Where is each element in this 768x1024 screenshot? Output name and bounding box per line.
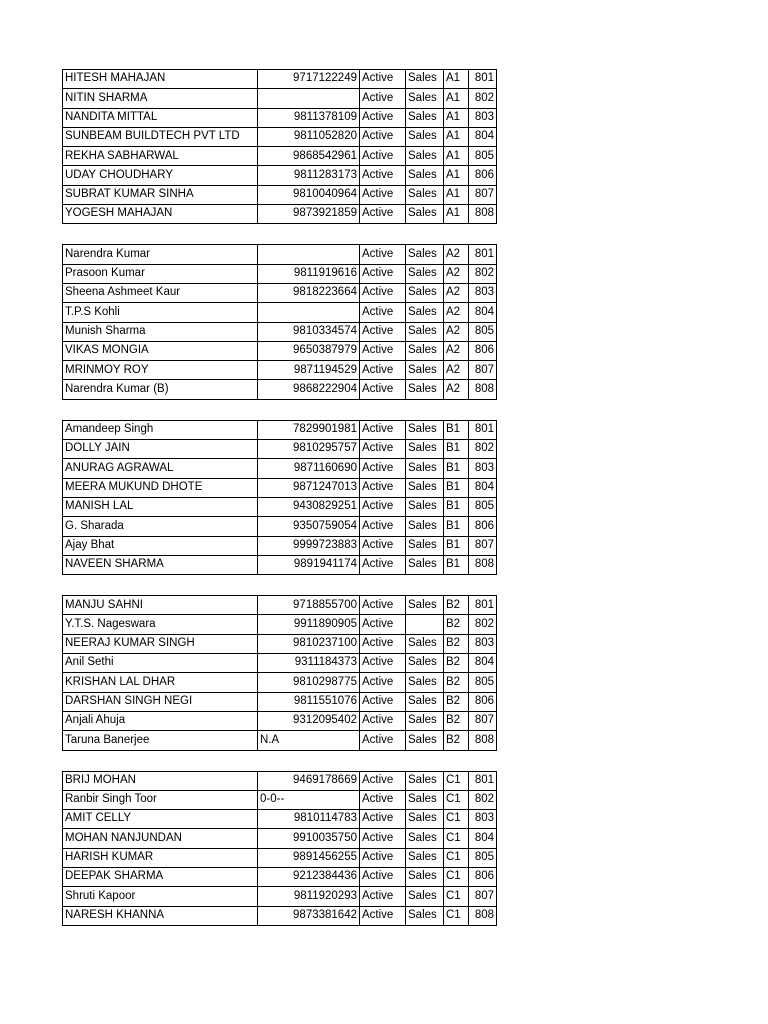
cell-unit[interactable]: B2 — [444, 711, 469, 730]
cell-phone[interactable]: 9810237100 — [258, 634, 360, 653]
cell-status[interactable]: Active — [360, 264, 406, 283]
cell-name[interactable]: MOHAN NANJUNDAN — [63, 829, 258, 848]
cell-phone[interactable]: 9350759054 — [258, 517, 360, 536]
cell-flat[interactable]: 802 — [469, 790, 497, 809]
table-row — [63, 596, 497, 615]
cell-name[interactable]: UDAY CHOUDHARY — [63, 166, 258, 185]
table-row — [63, 615, 497, 634]
cell-name[interactable]: Y.T.S. Nageswara — [63, 615, 258, 634]
record-table — [62, 771, 497, 926]
cell-flat[interactable]: 806 — [469, 692, 497, 711]
cell-flat[interactable]: 807 — [469, 536, 497, 555]
cell-flat[interactable]: 801 — [469, 245, 497, 264]
cell-name[interactable]: NARESH KHANNA — [63, 906, 258, 925]
cell-status[interactable]: Active — [360, 440, 406, 459]
cell-unit[interactable]: C1 — [444, 906, 469, 925]
cell-phone[interactable]: 9469178669 — [258, 771, 360, 790]
cell-dept[interactable]: Sales — [406, 596, 444, 615]
table-row — [63, 790, 497, 809]
cell-dept[interactable]: Sales — [406, 692, 444, 711]
cell-flat[interactable]: 801 — [469, 596, 497, 615]
cell-flat[interactable]: 805 — [469, 848, 497, 867]
cell-status[interactable]: Active — [360, 147, 406, 166]
cell-flat[interactable]: 808 — [469, 205, 497, 224]
cell-dept[interactable]: Sales — [406, 790, 444, 809]
cell-name[interactable]: DOLLY JAIN — [63, 440, 258, 459]
cell-unit[interactable]: B1 — [444, 440, 469, 459]
cell-flat[interactable]: 803 — [469, 459, 497, 478]
cell-name[interactable]: Sheena Ashmeet Kaur — [63, 283, 258, 302]
cell-dept[interactable]: Sales — [406, 420, 444, 439]
cell-flat[interactable]: 805 — [469, 147, 497, 166]
table-row — [63, 692, 497, 711]
cell-name[interactable]: Amandeep Singh — [63, 420, 258, 439]
table-row — [63, 887, 497, 906]
cell-dept[interactable]: Sales — [406, 322, 444, 341]
record-table — [62, 420, 497, 575]
cell-status[interactable]: Active — [360, 108, 406, 127]
cell-unit[interactable]: C1 — [444, 887, 469, 906]
cell-name[interactable]: HARISH KUMAR — [63, 848, 258, 867]
cell-status[interactable]: Active — [360, 497, 406, 516]
cell-status[interactable]: Active — [360, 459, 406, 478]
cell-dept[interactable]: Sales — [406, 70, 444, 89]
cell-dept[interactable]: Sales — [406, 127, 444, 146]
cell-dept[interactable]: Sales — [406, 478, 444, 497]
cell-name[interactable]: MANISH LAL — [63, 497, 258, 516]
cell-name[interactable]: KRISHAN LAL DHAR — [63, 673, 258, 692]
cell-status[interactable]: Active — [360, 615, 406, 634]
cell-name[interactable]: NAVEEN SHARMA — [63, 555, 258, 574]
cell-phone[interactable]: 9311184373 — [258, 654, 360, 673]
table-row — [63, 127, 497, 146]
cell-status[interactable]: Active — [360, 654, 406, 673]
table-row — [63, 245, 497, 264]
cell-status[interactable]: Active — [360, 245, 406, 264]
cell-flat[interactable]: 801 — [469, 771, 497, 790]
cell-status[interactable]: Active — [360, 596, 406, 615]
table-row — [63, 166, 497, 185]
cell-dept[interactable]: Sales — [406, 147, 444, 166]
cell-phone[interactable]: 9810298775 — [258, 673, 360, 692]
cell-unit[interactable]: A1 — [444, 205, 469, 224]
cell-dept[interactable]: Sales — [406, 887, 444, 906]
table-row — [63, 771, 497, 790]
cell-dept[interactable]: Sales — [406, 459, 444, 478]
cell-phone[interactable]: 9811378109 — [258, 108, 360, 127]
cell-phone[interactable] — [258, 89, 360, 108]
cell-name[interactable]: Ajay Bhat — [63, 536, 258, 555]
cell-status[interactable]: Active — [360, 478, 406, 497]
cell-phone[interactable]: 9650387979 — [258, 341, 360, 360]
table-row — [63, 70, 497, 89]
cell-dept[interactable]: Sales — [406, 341, 444, 360]
cell-unit[interactable]: A2 — [444, 361, 469, 380]
cell-dept[interactable]: Sales — [406, 711, 444, 730]
cell-status[interactable]: Active — [360, 887, 406, 906]
cell-phone[interactable]: 9212384436 — [258, 867, 360, 886]
cell-name[interactable]: Narendra Kumar (B) — [63, 380, 258, 399]
cell-flat[interactable]: 803 — [469, 283, 497, 302]
cell-phone[interactable]: 9811283173 — [258, 166, 360, 185]
table-row — [63, 185, 497, 204]
cell-name[interactable]: NANDITA MITTAL — [63, 108, 258, 127]
cell-status[interactable]: Active — [360, 673, 406, 692]
cell-flat[interactable]: 807 — [469, 361, 497, 380]
cell-phone[interactable]: 9818223664 — [258, 283, 360, 302]
cell-dept[interactable]: Sales — [406, 361, 444, 380]
cell-name[interactable]: SUNBEAM BUILDTECH PVT LTD — [63, 127, 258, 146]
cell-dept[interactable]: Sales — [406, 867, 444, 886]
cell-phone[interactable]: 9811919616 — [258, 264, 360, 283]
cell-unit[interactable]: C1 — [444, 829, 469, 848]
cell-status[interactable]: Active — [360, 361, 406, 380]
table-row — [63, 459, 497, 478]
cell-status[interactable]: Active — [360, 906, 406, 925]
cell-dept[interactable]: Sales — [406, 536, 444, 555]
cell-status[interactable]: Active — [360, 303, 406, 322]
cell-phone[interactable]: 9312095402 — [258, 711, 360, 730]
cell-flat[interactable]: 806 — [469, 166, 497, 185]
cell-dept[interactable]: Sales — [406, 771, 444, 790]
cell-name[interactable]: NEERAJ KUMAR SINGH — [63, 634, 258, 653]
table-row — [63, 283, 497, 302]
cell-flat[interactable]: 803 — [469, 108, 497, 127]
cell-flat[interactable]: 802 — [469, 440, 497, 459]
table-row — [63, 634, 497, 653]
cell-unit[interactable]: C1 — [444, 848, 469, 867]
cell-status[interactable]: Active — [360, 848, 406, 867]
cell-flat[interactable]: 808 — [469, 380, 497, 399]
cell-phone[interactable]: 9910035750 — [258, 829, 360, 848]
cell-status[interactable]: Active — [360, 166, 406, 185]
cell-dept[interactable]: Sales — [406, 673, 444, 692]
cell-flat[interactable]: 806 — [469, 517, 497, 536]
spreadsheet — [62, 69, 496, 926]
cell-flat[interactable]: 804 — [469, 478, 497, 497]
table-row — [63, 205, 497, 224]
cell-dept[interactable]: Sales — [406, 108, 444, 127]
cell-name[interactable]: BRIJ MOHAN — [63, 771, 258, 790]
cell-phone[interactable]: 9810295757 — [258, 440, 360, 459]
cell-unit[interactable]: C1 — [444, 771, 469, 790]
cell-dept[interactable]: Sales — [406, 283, 444, 302]
cell-dept[interactable]: Sales — [406, 166, 444, 185]
cell-dept[interactable]: Sales — [406, 848, 444, 867]
cell-unit[interactable]: A1 — [444, 70, 469, 89]
cell-unit[interactable]: B2 — [444, 634, 469, 653]
cell-name[interactable]: Munish Sharma — [63, 322, 258, 341]
cell-phone[interactable]: N.A — [258, 731, 360, 750]
cell-phone[interactable]: 9430829251 — [258, 497, 360, 516]
table-row — [63, 654, 497, 673]
table-row — [63, 536, 497, 555]
cell-unit[interactable]: B2 — [444, 615, 469, 634]
cell-flat[interactable]: 803 — [469, 810, 497, 829]
cell-name[interactable]: Anil Sethi — [63, 654, 258, 673]
cell-status[interactable]: Active — [360, 810, 406, 829]
cell-phone[interactable]: 9873921859 — [258, 205, 360, 224]
cell-unit[interactable]: B2 — [444, 596, 469, 615]
cell-name[interactable]: G. Sharada — [63, 517, 258, 536]
cell-phone[interactable]: 9810040964 — [258, 185, 360, 204]
cell-status[interactable]: Active — [360, 205, 406, 224]
cell-phone[interactable] — [258, 303, 360, 322]
cell-name[interactable]: MANJU SAHNI — [63, 596, 258, 615]
table-row — [63, 906, 497, 925]
cell-unit[interactable]: A1 — [444, 185, 469, 204]
cell-unit[interactable]: B1 — [444, 420, 469, 439]
cell-name[interactable]: SUBRAT KUMAR SINHA — [63, 185, 258, 204]
cell-name[interactable]: MEERA MUKUND DHOTE — [63, 478, 258, 497]
cell-status[interactable]: Active — [360, 731, 406, 750]
cell-unit[interactable]: B1 — [444, 497, 469, 516]
cell-unit[interactable]: B2 — [444, 673, 469, 692]
cell-name[interactable]: DEEPAK SHARMA — [63, 867, 258, 886]
cell-unit[interactable]: B2 — [444, 654, 469, 673]
cell-unit[interactable]: C1 — [444, 790, 469, 809]
cell-flat[interactable]: 807 — [469, 185, 497, 204]
table-row — [63, 440, 497, 459]
table-row — [63, 673, 497, 692]
cell-flat[interactable]: 804 — [469, 829, 497, 848]
cell-phone[interactable]: 7829901981 — [258, 420, 360, 439]
table-row — [63, 555, 497, 574]
table-row — [63, 322, 497, 341]
cell-status[interactable]: Active — [360, 70, 406, 89]
cell-unit[interactable]: A1 — [444, 127, 469, 146]
cell-flat[interactable]: 807 — [469, 887, 497, 906]
cell-flat[interactable]: 808 — [469, 906, 497, 925]
cell-status[interactable]: Active — [360, 771, 406, 790]
cell-status[interactable]: Active — [360, 341, 406, 360]
cell-name[interactable]: Anjali Ahuja — [63, 711, 258, 730]
cell-dept[interactable]: Sales — [406, 205, 444, 224]
cell-name[interactable]: VIKAS MONGIA — [63, 341, 258, 360]
cell-phone[interactable]: 9873381642 — [258, 906, 360, 925]
cell-flat[interactable]: 808 — [469, 555, 497, 574]
cell-phone[interactable]: 9891456255 — [258, 848, 360, 867]
cell-dept[interactable]: Sales — [406, 264, 444, 283]
cell-unit[interactable]: C1 — [444, 810, 469, 829]
cell-unit[interactable]: B1 — [444, 517, 469, 536]
cell-name[interactable]: Shruti Kapoor — [63, 887, 258, 906]
table-row — [63, 867, 497, 886]
cell-status[interactable]: Active — [360, 692, 406, 711]
cell-dept[interactable]: Sales — [406, 497, 444, 516]
table-row — [63, 361, 497, 380]
cell-status[interactable]: Active — [360, 867, 406, 886]
cell-unit[interactable]: B1 — [444, 478, 469, 497]
cell-flat[interactable]: 808 — [469, 731, 497, 750]
cell-unit[interactable]: A2 — [444, 322, 469, 341]
block-spacer — [62, 751, 496, 771]
cell-status[interactable]: Active — [360, 555, 406, 574]
cell-phone[interactable] — [258, 245, 360, 264]
cell-phone[interactable]: 9810334574 — [258, 322, 360, 341]
cell-dept[interactable]: Sales — [406, 906, 444, 925]
cell-status[interactable]: Active — [360, 634, 406, 653]
cell-unit[interactable]: A1 — [444, 89, 469, 108]
cell-flat[interactable]: 804 — [469, 303, 497, 322]
cell-dept[interactable]: Sales — [406, 654, 444, 673]
cell-status[interactable]: Active — [360, 711, 406, 730]
cell-flat[interactable]: 801 — [469, 420, 497, 439]
table-row — [63, 147, 497, 166]
block-spacer — [62, 400, 496, 420]
cell-phone[interactable]: 9871194529 — [258, 361, 360, 380]
cell-flat[interactable]: 804 — [469, 654, 497, 673]
cell-phone[interactable]: 9911890905 — [258, 615, 360, 634]
block-spacer — [62, 224, 496, 244]
cell-phone[interactable]: 9868222904 — [258, 380, 360, 399]
cell-dept[interactable]: Sales — [406, 440, 444, 459]
cell-unit[interactable]: A2 — [444, 264, 469, 283]
cell-dept[interactable]: Sales — [406, 731, 444, 750]
cell-status[interactable]: Active — [360, 380, 406, 399]
cell-dept[interactable]: Sales — [406, 555, 444, 574]
table-row — [63, 89, 497, 108]
cell-phone[interactable]: 9811920293 — [258, 887, 360, 906]
cell-phone[interactable]: 9868542961 — [258, 147, 360, 166]
cell-phone[interactable]: 9871160690 — [258, 459, 360, 478]
cell-flat[interactable]: 802 — [469, 89, 497, 108]
cell-phone[interactable]: 9871247013 — [258, 478, 360, 497]
table-row — [63, 731, 497, 750]
cell-flat[interactable]: 806 — [469, 867, 497, 886]
cell-name[interactable]: HITESH MAHAJAN — [63, 70, 258, 89]
cell-status[interactable]: Active — [360, 829, 406, 848]
cell-dept[interactable]: Sales — [406, 634, 444, 653]
cell-name[interactable]: ANURAG AGRAWAL — [63, 459, 258, 478]
cell-status[interactable]: Active — [360, 185, 406, 204]
cell-unit[interactable]: A1 — [444, 166, 469, 185]
table-row — [63, 810, 497, 829]
cell-status[interactable]: Active — [360, 127, 406, 146]
cell-dept[interactable]: Sales — [406, 380, 444, 399]
cell-dept[interactable]: Sales — [406, 303, 444, 322]
cell-flat[interactable]: 802 — [469, 615, 497, 634]
cell-unit[interactable]: A1 — [444, 147, 469, 166]
cell-unit[interactable]: A2 — [444, 341, 469, 360]
cell-unit[interactable]: A2 — [444, 245, 469, 264]
cell-phone[interactable]: 0-0-- — [258, 790, 360, 809]
table-row — [63, 303, 497, 322]
cell-flat[interactable]: 801 — [469, 70, 497, 89]
cell-flat[interactable]: 807 — [469, 711, 497, 730]
table-row — [63, 420, 497, 439]
cell-name[interactable]: T.P.S Kohli — [63, 303, 258, 322]
cell-phone[interactable]: 9810114783 — [258, 810, 360, 829]
table-row — [63, 848, 497, 867]
cell-dept[interactable]: Sales — [406, 810, 444, 829]
cell-unit[interactable]: A2 — [444, 380, 469, 399]
cell-unit[interactable]: A2 — [444, 303, 469, 322]
cell-status[interactable]: Active — [360, 517, 406, 536]
table-row — [63, 711, 497, 730]
cell-name[interactable]: Prasoon Kumar — [63, 264, 258, 283]
cell-unit[interactable]: A1 — [444, 108, 469, 127]
cell-unit[interactable]: C1 — [444, 867, 469, 886]
table-row — [63, 264, 497, 283]
cell-name[interactable]: REKHA SABHARWAL — [63, 147, 258, 166]
cell-unit[interactable]: B1 — [444, 536, 469, 555]
cell-name[interactable]: NITIN SHARMA — [63, 89, 258, 108]
table-row — [63, 341, 497, 360]
cell-phone[interactable]: 9718855700 — [258, 596, 360, 615]
cell-name[interactable]: YOGESH MAHAJAN — [63, 205, 258, 224]
cell-flat[interactable]: 806 — [469, 341, 497, 360]
cell-phone[interactable]: 9811052820 — [258, 127, 360, 146]
table-row — [63, 829, 497, 848]
cell-unit[interactable]: B2 — [444, 731, 469, 750]
record-table — [62, 244, 497, 399]
cell-name[interactable]: DARSHAN SINGH NEGI — [63, 692, 258, 711]
cell-name[interactable]: MRINMOY ROY — [63, 361, 258, 380]
table-row — [63, 517, 497, 536]
record-table — [62, 595, 497, 750]
cell-flat[interactable]: 805 — [469, 322, 497, 341]
cell-status[interactable]: Active — [360, 89, 406, 108]
cell-dept[interactable] — [406, 615, 444, 634]
cell-dept[interactable]: Sales — [406, 185, 444, 204]
record-table — [62, 69, 497, 224]
cell-flat[interactable]: 803 — [469, 634, 497, 653]
block-spacer — [62, 575, 496, 595]
cell-dept[interactable]: Sales — [406, 245, 444, 264]
cell-name[interactable]: Narendra Kumar — [63, 245, 258, 264]
cell-phone[interactable]: 9811551076 — [258, 692, 360, 711]
cell-flat[interactable]: 805 — [469, 673, 497, 692]
cell-phone[interactable]: 9999723883 — [258, 536, 360, 555]
table-row — [63, 478, 497, 497]
table-row — [63, 497, 497, 516]
cell-unit[interactable]: B2 — [444, 692, 469, 711]
cell-status[interactable]: Active — [360, 790, 406, 809]
cell-name[interactable]: Taruna Banerjee — [63, 731, 258, 750]
cell-flat[interactable]: 804 — [469, 127, 497, 146]
cell-status[interactable]: Active — [360, 322, 406, 341]
cell-unit[interactable]: B1 — [444, 459, 469, 478]
cell-status[interactable]: Active — [360, 536, 406, 555]
table-row — [63, 108, 497, 127]
cell-phone[interactable]: 9717122249 — [258, 70, 360, 89]
cell-flat[interactable]: 805 — [469, 497, 497, 516]
cell-name[interactable]: Ranbir Singh Toor — [63, 790, 258, 809]
cell-status[interactable]: Active — [360, 283, 406, 302]
cell-unit[interactable]: A2 — [444, 283, 469, 302]
table-row — [63, 380, 497, 399]
cell-dept[interactable]: Sales — [406, 829, 444, 848]
cell-status[interactable]: Active — [360, 420, 406, 439]
cell-flat[interactable]: 802 — [469, 264, 497, 283]
cell-dept[interactable]: Sales — [406, 517, 444, 536]
cell-phone[interactable]: 9891941174 — [258, 555, 360, 574]
cell-name[interactable]: AMIT CELLY — [63, 810, 258, 829]
cell-dept[interactable]: Sales — [406, 89, 444, 108]
cell-unit[interactable]: B1 — [444, 555, 469, 574]
